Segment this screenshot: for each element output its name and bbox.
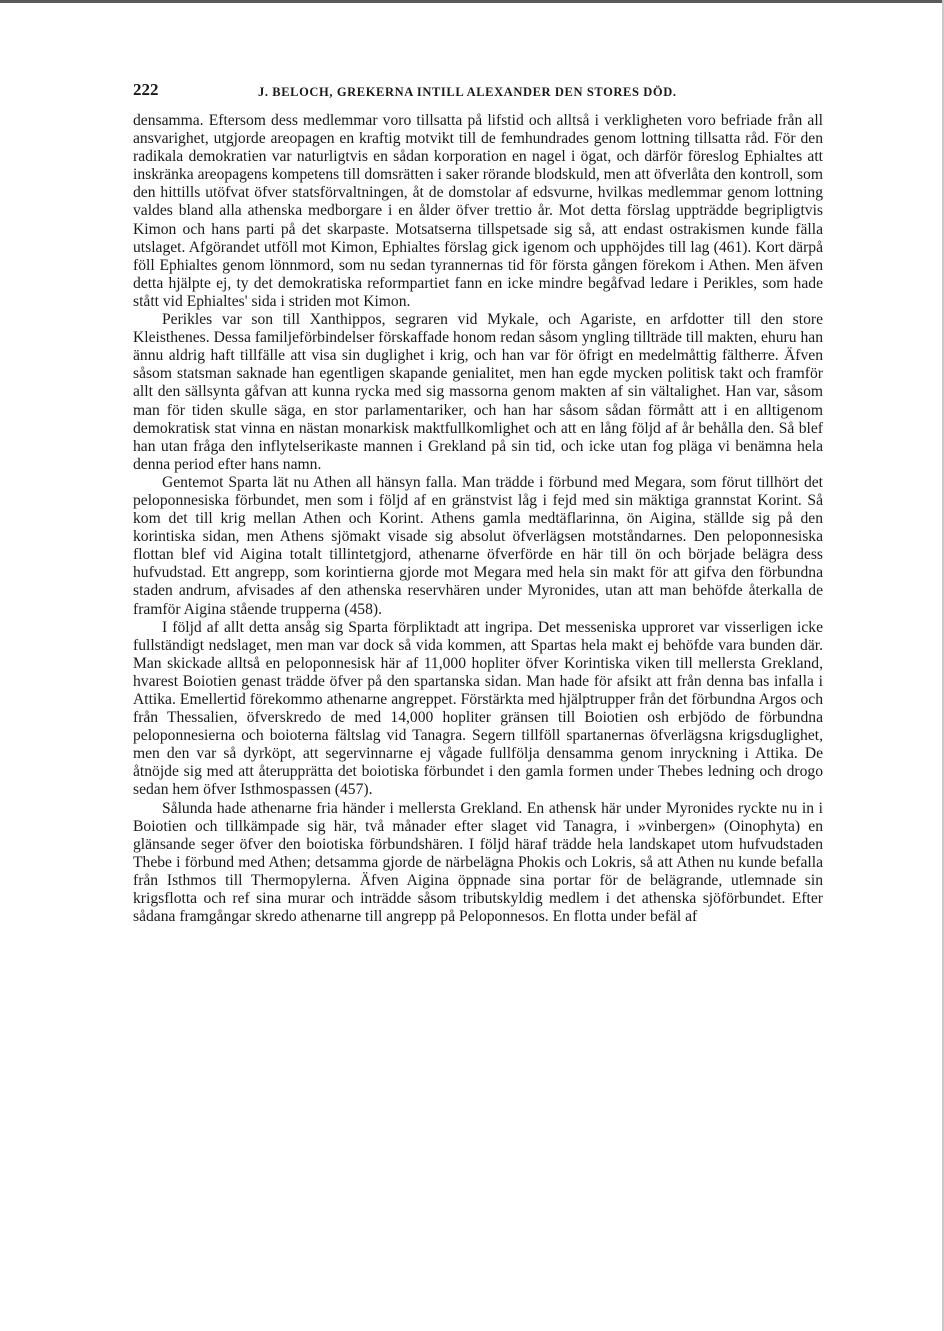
- paragraph-3: Gentemot Sparta lät nu Athen all hänsyn falla. Man trädde i förbund med Megara, som förut tillhört det peloponnesiska förbundet, men som i följd af en gränstvist låg i fejd med sin mäktiga grannstat Korint. Så kom det till krig mellan Athen och Korint. Athens gamla medtäflarinna, ön Aigina, ställde sig på den korintiska sidan, men Athens sjömakt visade sig absolut öfverlägsen motståndarnes. Den peloponnesiska flottan blef vid Aigina totalt tillintetgjord, athenarne öfverförde en här till ön och började belägra dess hufvudstad. Ett angrepp, som korintierna gjorde mot Megara med hela sin makt för att gifva den förbundna staden andrum, afvisades af den athenska reservhären under Myronides, utan att man behöfde återkalla de framför Aigina stående trupperna (458).: [133, 473, 823, 618]
- paragraph-4: I följd af allt detta ansåg sig Sparta förpliktadt att ingripa. Det messeniska upproret var visserligen icke fullständigt nedslaget, men man var dock så vida kommen, att Spartas hela makt ej behöfde vara bunden där. Man skickade alltså en peloponnesisk här af 11,000 hopliter öfver Korintiska viken till mellersta Grekland, hvarest Boiotien genast trädde öfver på den spartanska sidan. Man hade för afsikt att från denna bas infalla i Attika. Emellertid förekommo athenarne angreppet. Förstärkta med hjälptrupper från det förbundna Argos och från Thessalien, öfverskredo de med 14,000 hopliter gränsen till Boiotien osh erbjödo de förbundna peloponnesierna och boioterna fältslag vid Tanagra. Segern tillföll spartanernas öfverlägsna krigsduglighet, men den var så dyrköpt, att segervinnarne ej vågade fullfölja densamma genom inryckning i Attika. De åtnöjde sig med att återupprätta det boiotiska förbundet i den gamla formen under Thebes ledning och drogo sedan hem öfver Isthmospassen (457).: [133, 618, 823, 799]
- scan-top-edge: [0, 0, 944, 3]
- page-number: 222: [133, 80, 159, 99]
- paragraph-1: densamma. Eftersom dess medlemmar voro tillsatta på lifstid och alltså i verkligheten voro befriade från all ansvarighet, utgjorde areopagen en kraftig motvikt till de femhundrades genom lottning tillsatta råd. För den radikala demokratien var naturligtvis en sådan korporation en nagel i ögat, och därför föreslog Ephialtes att inskränka areopagens kompetens till domsrätten i saker rörande blodskuld, men att öfverlåta den kontroll, som den hittills utöfvat öfver statsförvaltningen, åt de domstolar af edsvurne, hvilkas medlemmar genom lottning valdes bland alla athenska medborgare i en ålder öfver trettio år. Mot detta förslag uppträdde begripligtvis Kimon och hans parti på det skarpaste. Motsatserna tillspetsade sig så, att endast ostrakismen kunde fälla utslaget. Afgörandet utföll mot Kimon, Ephialtes förslag gick igenom och upphöjdes till lag (461). Kort därpå föll Ephialtes genom lönnmord, som nu sedan tyrannernas tid för första gången förekom i Athen. Men äfven detta hjälpte ej, ty det demokratiska reformpartiet fann en icke mindre begåfvad ledare i Perikles, som hade stått vid Ephialtes' sida i striden mot Kimon.: [133, 112, 823, 310]
- paragraph-5: Sålunda hade athenarne fria händer i mellersta Grekland. En athensk här under Myronides ryckte nu in i Boiotien och tillkämpade sig här, två månader efter slaget vid Tanagra, i »vinbergen» (Oinophyta) en glänsande seger öfver den boiotiska förbundshären. I följd häraf trädde hela landskapet utom hufvudstaden Thebe i förbund med Athen; detsamma gjorde de närbelägna Phokis och Lokris, så att Athen nu kunde befalla från Isthmos till Thermopylerna. Äfven Aigina öppnade sina portar för de belägrande, utlemnade sin krigsflotta och ref sina murar och inträdde såsom tributskyldig medlem i det athenska sjöförbundet. Efter sådana framgångar skredo athenarne till angrepp på Peloponnesos. En flotta under befäl af: [133, 799, 823, 926]
- paragraph-2: Perikles var son till Xanthippos, segraren vid Mykale, och Agariste, en arfdotter till den store Kleisthenes. Dessa familjeförbindelser förskaffade honom redan såsom yngling tillträde till makten, ehuru han ännu aldrig haft tillfälle att visa sin duglighet i krig, och han var för öfrigt en medelmåttig fältherre. Äfven såsom statsman saknade han egentligen skapande genialitet, men han egde mycken politisk takt och framför allt den sällsynta gåfvan att kunna rycka med sig massorna genom makten af sin vältalighet. Han var, såsom man för tiden skulle säga, en stor parlamentariker, och han har såsom sådan förmått att i en alltigenom demokratisk stat vinna en nästan monarkisk maktfullkomlighet och att en lång följd af år behålla den. Så blef han utan fråga den inflytelserikaste mannen i Grekland på sin tid, och icke utan fog pläga vi benämna hela denna period efter hans namn.: [133, 311, 823, 473]
- book-page: [133, 80, 823, 926]
- running-title: J. BELOCH, GREKERNA INTILL ALEXANDER DEN STORES DÖD.: [258, 85, 677, 99]
- running-head: [133, 80, 823, 106]
- body-text: [133, 112, 823, 926]
